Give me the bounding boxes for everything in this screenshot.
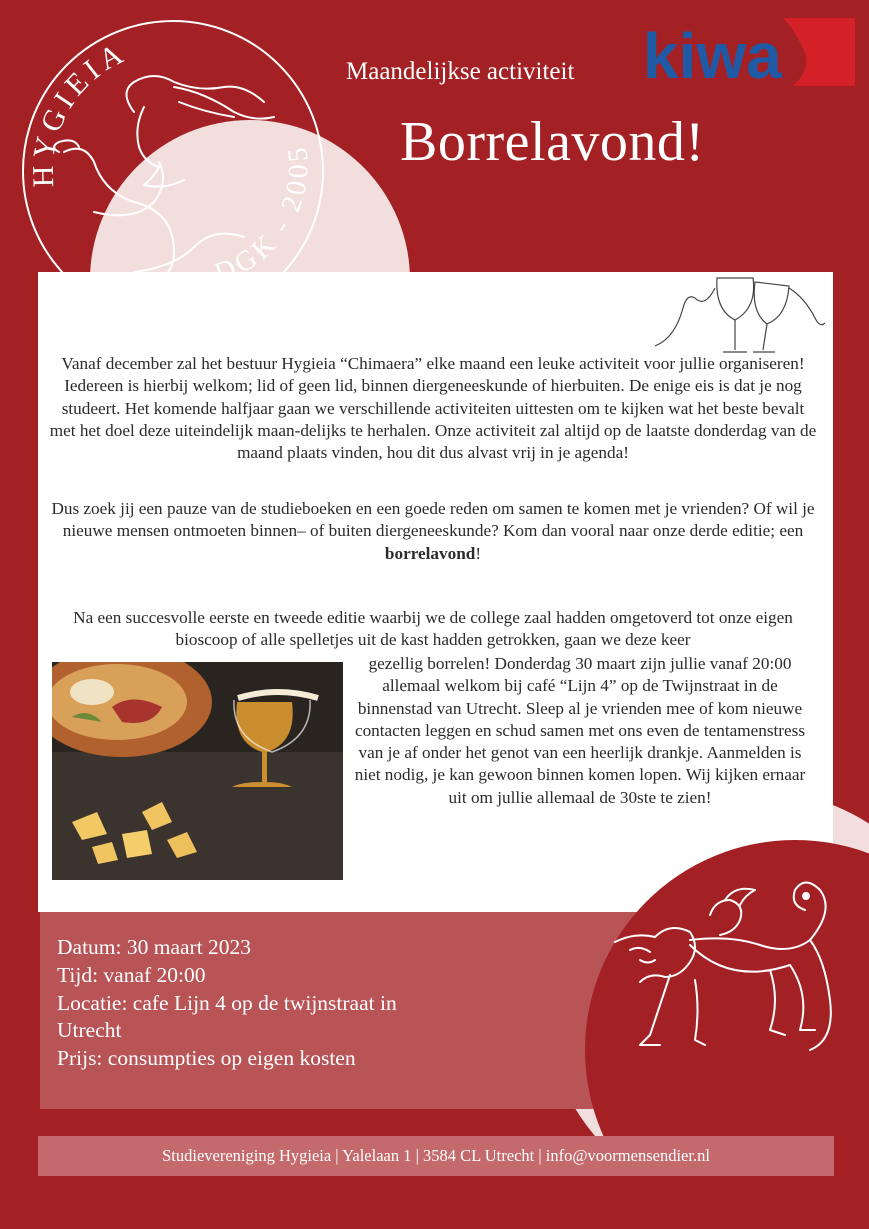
detail-price: Prijs: consumpties op eigen kosten: [57, 1046, 356, 1071]
event-title: Borrelavond!: [400, 111, 705, 173]
chimera-icon: [610, 880, 850, 1070]
invite-bold-word: borrelavond: [384, 543, 476, 563]
kiwa-logo: [643, 18, 855, 88]
event-details: [57, 934, 617, 1073]
hygieia-seal-logo: [14, 12, 332, 330]
seal-text-bottom: DGK - 2005: [210, 141, 315, 290]
footer-bar: Studievereniging Hygieia | Yalelaan 1 | 3584 CL Utrecht | info@voormensendier.nl: [38, 1136, 834, 1176]
invite-end: !: [475, 543, 482, 563]
detail-date: Datum: 30 maart 2023: [57, 935, 252, 959]
story-paragraph-side: gezellig borrelen! Donderdag 30 maart zijn jullie vanaf 20:00 allemaal welkom bij café “Lijn 4” op de Twijnstraat in de binnenstad van Utrecht. Sleep al je vrienden mee of kom nieuwe contacten leggen en schud samen met ons even de tentamenstress van je af onder het genot van een heerlijk drankje. Aanmelden is niet nodig, je kan gewoon binnen komen lopen. Wij kijken ernaar uit om jullie allemaal de 30ste te zien!: [354, 654, 806, 807]
svg-text:HYGIEIA: [27, 35, 133, 187]
invite-text: Dus zoek jij een pauze van de studieboeken en een goede reden om samen te komen met je vrienden? Of wil je nieuwe mensen ontmoeten binnen– of buiten diergeneeskunde? Kom dan vooral naar onze derde editie; een: [51, 499, 815, 541]
intro-paragraph: Vanaf december zal het bestuur Hygieia “Chimaera” elke maand een leuke activiteit voor jullie organiseren! Iedereen is hierbij welkom; lid of geen lid, binnen diergeneeskunde of hierbuiten. De enige eis is dat je nog studeert. Het komende halfjaar gaan we verschillende activiteiten uittesten om te kijken wat het beste bevalt met het doel deze uiteindelijk maan-delijks te herhalen. Onze activiteit zal altijd op de laatste donderdag van de maand plaats vinden, hou dit dus alvast vrij in je agenda!: [49, 354, 817, 463]
invite-paragraph: [48, 498, 818, 565]
detail-location: Locatie: cafe Lijn 4 op de twijnstraat in: [57, 990, 397, 1015]
seal-text-top: HYGIEIA: [26, 35, 133, 188]
svg-text:DGK - 2005: [211, 142, 315, 289]
wine-glasses-icon: [655, 268, 825, 358]
event-subtitle: Maandelijkse activiteit: [346, 58, 575, 85]
detail-time: Tijd: vanaf 20:00: [57, 962, 206, 987]
borrel-photo: [52, 662, 343, 880]
story-paragraph-top: Na een succesvolle eerste en tweede editie waarbij we de college zaal hadden omgetoverd tot onze eigen bioscoop of alle spelletjes uit de kast hadden getrokken, gaan we deze keer: [73, 608, 793, 650]
kiwa-logo-text: kiwa: [643, 20, 782, 88]
detail-location-city: Utrecht: [57, 1018, 122, 1043]
